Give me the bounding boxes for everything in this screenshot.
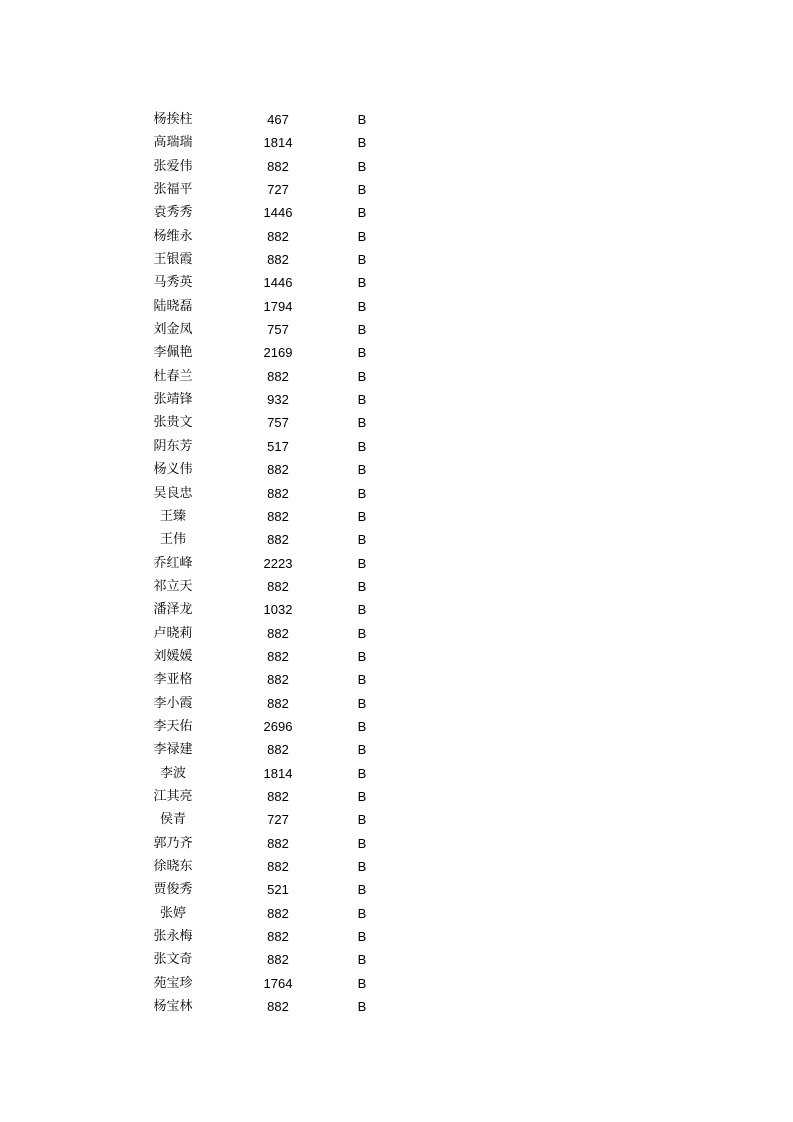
table-row xyxy=(0,201,793,224)
table-row xyxy=(0,295,793,318)
value-cell: 932 xyxy=(267,392,289,408)
name-cell: 卢晓莉 xyxy=(153,625,193,641)
table-row xyxy=(0,832,793,855)
value-cell: 1814 xyxy=(263,765,293,781)
grade-cell: B xyxy=(357,462,367,478)
name-cell: 徐晓东 xyxy=(153,859,193,874)
data-table xyxy=(0,108,793,1018)
grade-cell: B xyxy=(357,485,367,501)
grade-cell: B xyxy=(357,625,367,641)
value-cell: 882 xyxy=(267,462,289,478)
name-cell: 阴东芳 xyxy=(153,438,193,454)
value-cell: 882 xyxy=(267,788,289,804)
table-row xyxy=(0,668,793,691)
table-row xyxy=(0,622,793,645)
grade-cell: B xyxy=(357,322,367,338)
table-row xyxy=(0,482,793,505)
value-cell: 882 xyxy=(267,905,289,921)
table-row xyxy=(0,692,793,715)
name-cell: 江其亮 xyxy=(153,788,193,804)
value-cell: 882 xyxy=(267,228,289,244)
value-cell: 882 xyxy=(267,485,289,501)
name-cell: 贾俊秀 xyxy=(153,882,193,898)
table-row xyxy=(0,598,793,621)
value-cell: 882 xyxy=(267,252,289,268)
value-cell: 1446 xyxy=(263,275,293,291)
name-cell: 刘金凤 xyxy=(153,322,193,338)
grade-cell: B xyxy=(357,672,367,688)
name-cell: 李波 xyxy=(159,765,186,781)
table-row xyxy=(0,855,793,878)
name-cell: 李亚格 xyxy=(153,672,193,688)
grade-cell: B xyxy=(357,555,367,571)
name-cell: 马秀英 xyxy=(153,275,193,291)
table-row xyxy=(0,131,793,154)
name-cell: 张爱伟 xyxy=(153,158,193,174)
grade-cell: B xyxy=(357,929,367,945)
grade-cell: B xyxy=(357,112,367,127)
grade-cell: B xyxy=(357,275,367,291)
table-row xyxy=(0,178,793,201)
grade-cell: B xyxy=(357,812,367,828)
value-cell: 882 xyxy=(267,648,289,664)
name-cell: 李佩艳 xyxy=(153,345,193,361)
name-cell: 张靖锋 xyxy=(153,392,193,408)
table-row xyxy=(0,365,793,388)
grade-cell: B xyxy=(357,695,367,711)
value-cell: 2696 xyxy=(263,718,293,734)
name-cell: 杨维永 xyxy=(153,228,193,244)
table-row xyxy=(0,902,793,925)
value-cell: 882 xyxy=(267,929,289,945)
value-cell: 882 xyxy=(267,672,289,688)
grade-cell: B xyxy=(357,532,367,548)
name-cell: 张福平 xyxy=(153,182,193,198)
table-row xyxy=(0,575,793,598)
grade-cell: B xyxy=(357,718,367,734)
value-cell: 1814 xyxy=(263,135,293,151)
table-row xyxy=(0,995,793,1018)
table-row xyxy=(0,388,793,411)
grade-cell: B xyxy=(357,882,367,898)
table-row xyxy=(0,505,793,528)
grade-cell: B xyxy=(357,252,367,268)
table-row xyxy=(0,318,793,341)
table-row xyxy=(0,458,793,481)
table-row xyxy=(0,341,793,364)
name-cell: 袁秀秀 xyxy=(153,205,193,221)
grade-cell: B xyxy=(357,648,367,664)
grade-cell: B xyxy=(357,135,367,151)
grade-cell: B xyxy=(357,182,367,198)
grade-cell: B xyxy=(357,508,367,524)
name-cell: 陆晓磊 xyxy=(153,298,193,314)
grade-cell: B xyxy=(357,368,367,384)
name-cell: 李禄建 xyxy=(153,742,193,758)
grade-cell: B xyxy=(357,905,367,921)
table-row xyxy=(0,738,793,761)
grade-cell: B xyxy=(357,788,367,804)
name-cell: 张永梅 xyxy=(153,929,193,945)
table-row xyxy=(0,878,793,901)
grade-cell: B xyxy=(357,158,367,174)
value-cell: 882 xyxy=(267,999,289,1015)
grade-cell: B xyxy=(357,742,367,758)
table-row xyxy=(0,528,793,551)
name-cell: 侯青 xyxy=(159,812,186,828)
name-cell: 郭乃齐 xyxy=(153,835,193,851)
table-row xyxy=(0,411,793,434)
grade-cell: B xyxy=(357,859,367,874)
value-cell: 757 xyxy=(267,322,289,338)
value-cell: 882 xyxy=(267,952,289,968)
name-cell: 高瑞瑞 xyxy=(153,135,193,151)
table-row xyxy=(0,225,793,248)
name-cell: 张贵文 xyxy=(153,415,193,431)
name-cell: 张婷 xyxy=(159,905,186,921)
value-cell: 467 xyxy=(267,112,289,127)
value-cell: 1794 xyxy=(263,298,293,314)
name-cell: 杨宝林 xyxy=(153,999,193,1015)
value-cell: 2169 xyxy=(263,345,293,361)
grade-cell: B xyxy=(357,578,367,594)
grade-cell: B xyxy=(357,415,367,431)
name-cell: 苑宝珍 xyxy=(153,975,193,991)
name-cell: 李天佑 xyxy=(153,718,193,734)
name-cell: 王银霞 xyxy=(153,252,193,268)
grade-cell: B xyxy=(357,438,367,454)
value-cell: 2223 xyxy=(263,555,293,571)
value-cell: 521 xyxy=(267,882,289,898)
value-cell: 882 xyxy=(267,835,289,851)
value-cell: 882 xyxy=(267,508,289,524)
value-cell: 882 xyxy=(267,368,289,384)
table-row xyxy=(0,271,793,294)
name-cell: 杨义伟 xyxy=(153,462,193,478)
table-row xyxy=(0,972,793,995)
grade-cell: B xyxy=(357,835,367,851)
table-row xyxy=(0,948,793,971)
value-cell: 757 xyxy=(267,415,289,431)
value-cell: 882 xyxy=(267,532,289,548)
name-cell: 潘泽龙 xyxy=(153,602,193,618)
grade-cell: B xyxy=(357,205,367,221)
value-cell: 1446 xyxy=(263,205,293,221)
value-cell: 882 xyxy=(267,742,289,758)
table-row xyxy=(0,108,793,131)
grade-cell: B xyxy=(357,228,367,244)
grade-cell: B xyxy=(357,999,367,1015)
grade-cell: B xyxy=(357,298,367,314)
name-cell: 乔红峰 xyxy=(153,555,193,571)
table-row xyxy=(0,715,793,738)
name-cell: 杨挨柱 xyxy=(153,112,193,127)
value-cell: 882 xyxy=(267,859,289,874)
value-cell: 1032 xyxy=(263,602,293,618)
table-row xyxy=(0,645,793,668)
grade-cell: B xyxy=(357,765,367,781)
table-row xyxy=(0,808,793,831)
value-cell: 882 xyxy=(267,625,289,641)
value-cell: 882 xyxy=(267,578,289,594)
table-row xyxy=(0,155,793,178)
grade-cell: B xyxy=(357,975,367,991)
table-row xyxy=(0,435,793,458)
name-cell: 李小霞 xyxy=(153,695,193,711)
table-row xyxy=(0,248,793,271)
table-row xyxy=(0,785,793,808)
table-row xyxy=(0,552,793,575)
grade-cell: B xyxy=(357,952,367,968)
name-cell: 王伟 xyxy=(159,532,186,548)
name-cell: 刘媛媛 xyxy=(153,648,193,664)
value-cell: 727 xyxy=(267,182,289,198)
table-row xyxy=(0,925,793,948)
value-cell: 517 xyxy=(267,438,289,454)
name-cell: 王臻 xyxy=(159,508,186,524)
name-cell: 杜春兰 xyxy=(153,368,193,384)
value-cell: 882 xyxy=(267,158,289,174)
grade-cell: B xyxy=(357,602,367,618)
grade-cell: B xyxy=(357,345,367,361)
table-row xyxy=(0,762,793,785)
value-cell: 727 xyxy=(267,812,289,828)
name-cell: 祁立天 xyxy=(153,578,193,594)
value-cell: 1764 xyxy=(263,975,293,991)
value-cell: 882 xyxy=(267,695,289,711)
name-cell: 张文奇 xyxy=(153,952,193,968)
grade-cell: B xyxy=(357,392,367,408)
name-cell: 吴良忠 xyxy=(153,485,193,501)
